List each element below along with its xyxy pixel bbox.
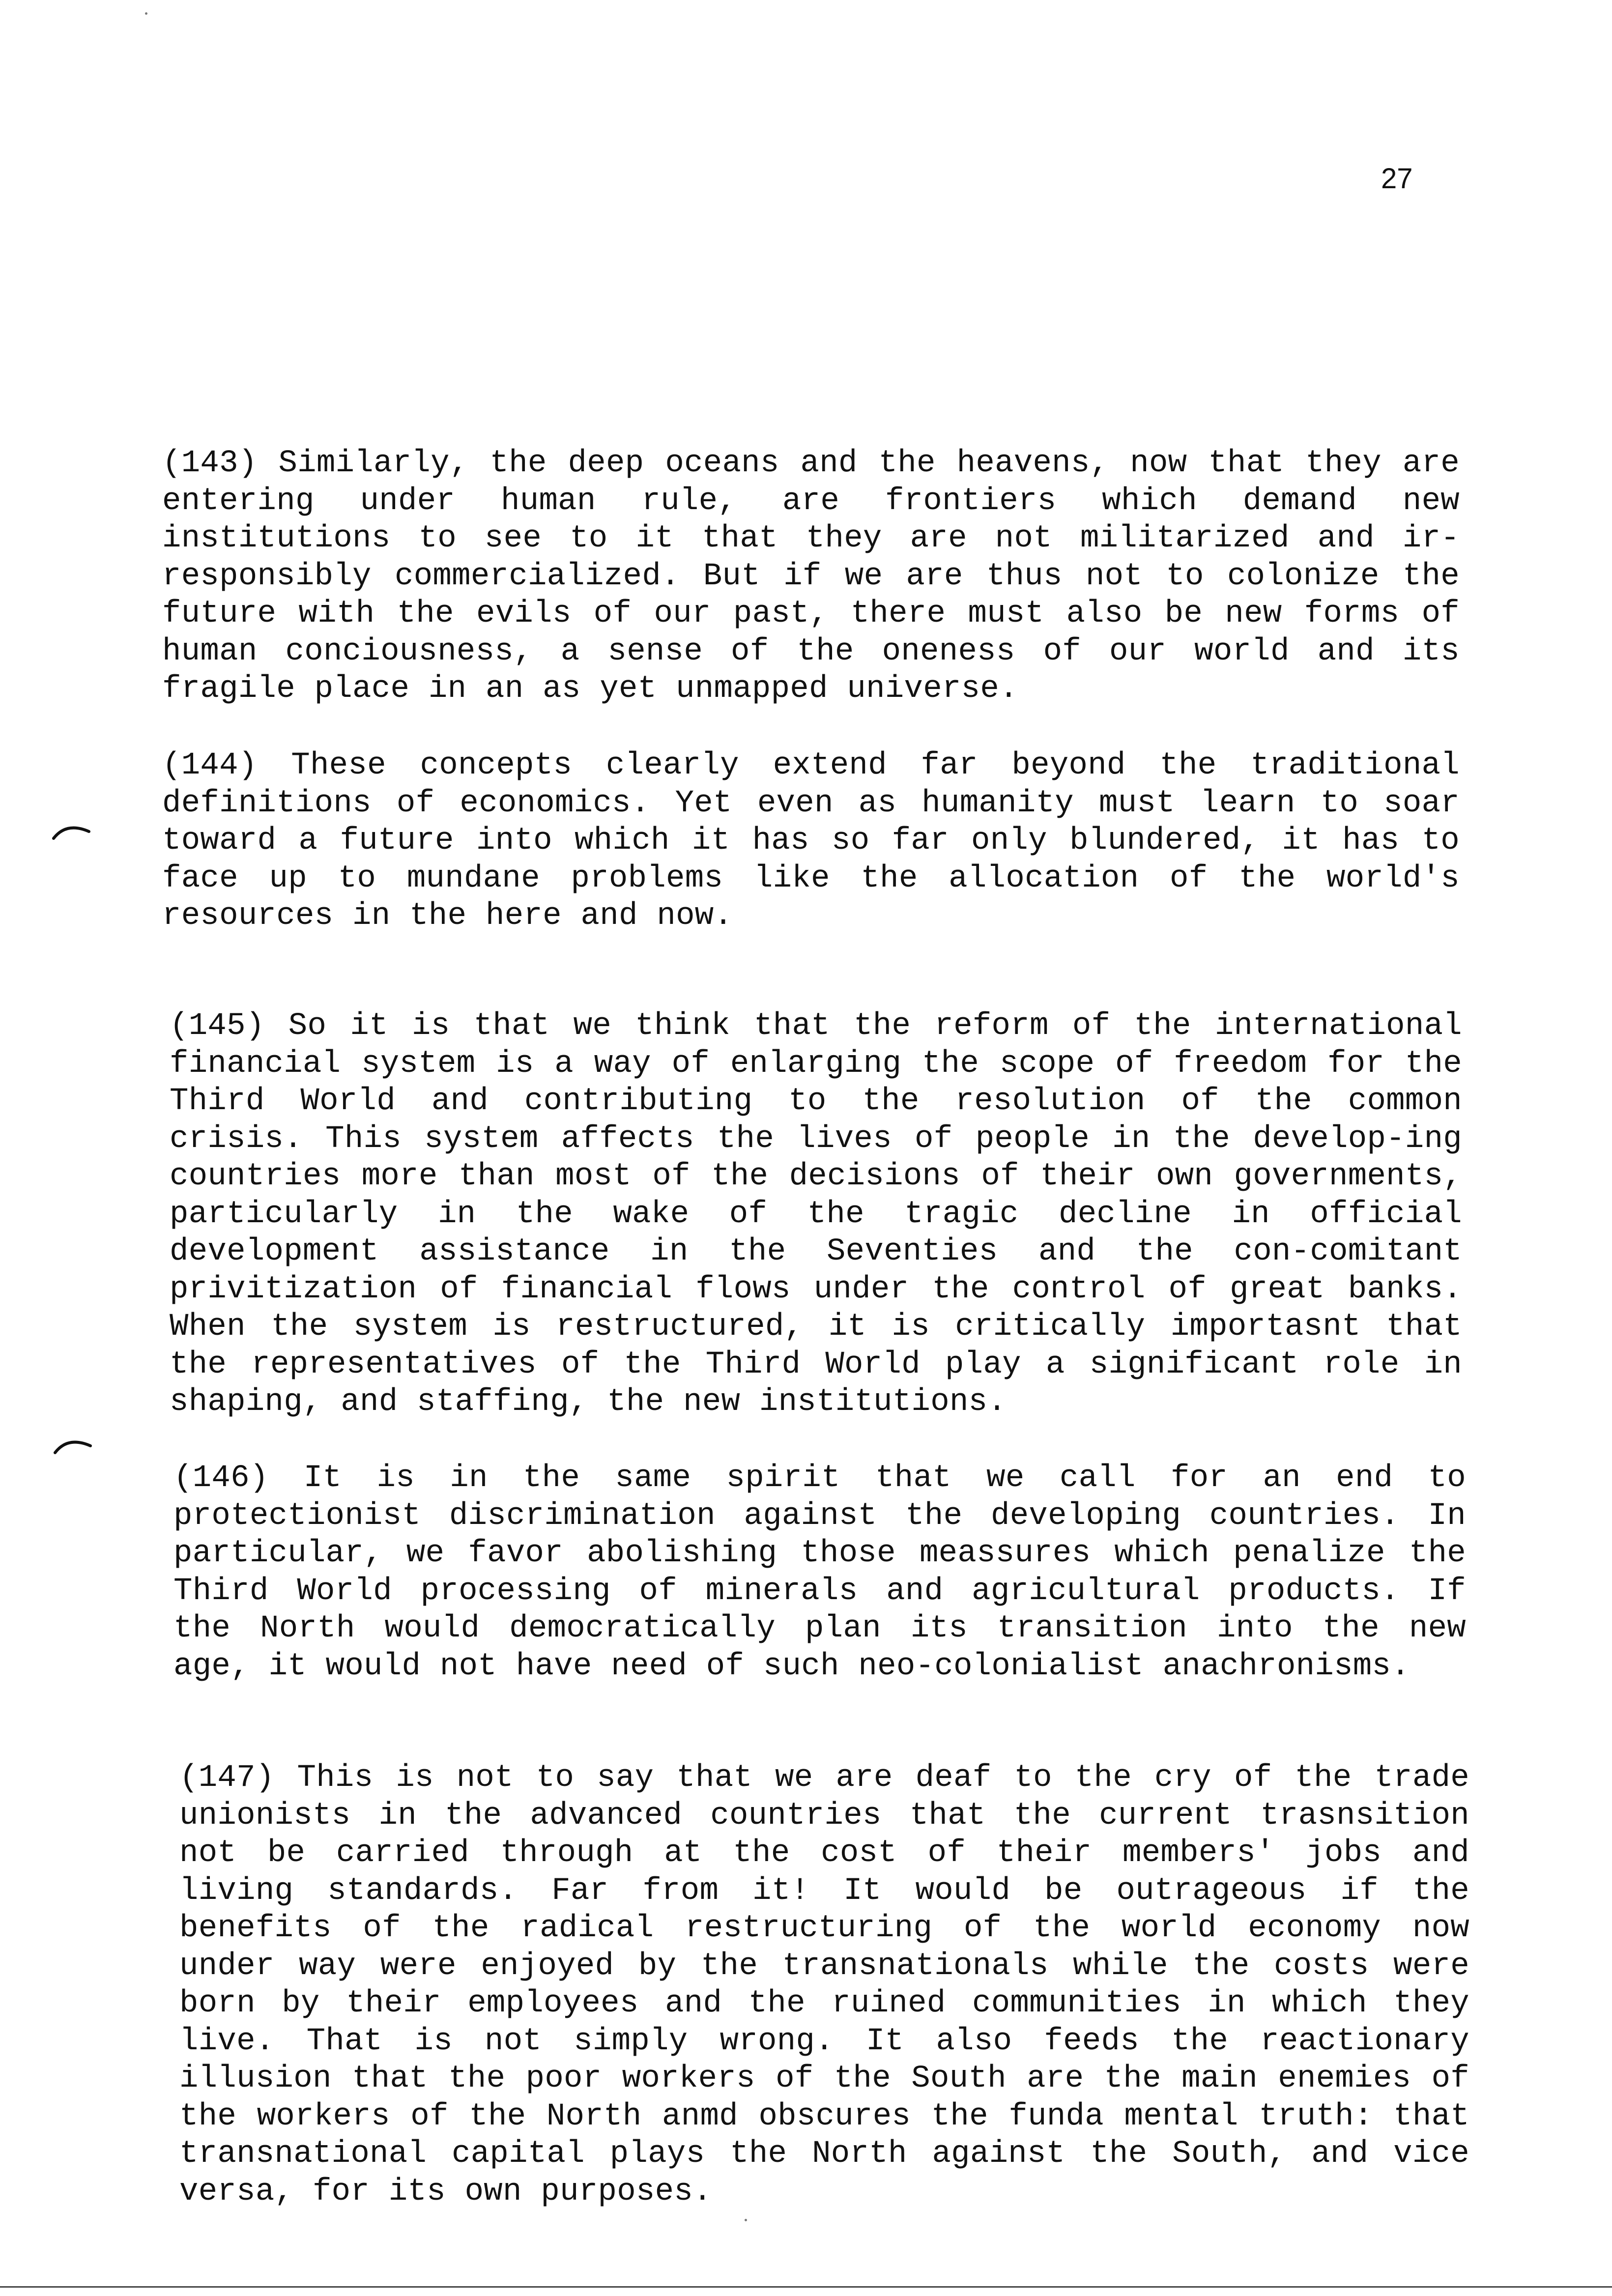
hole-punch-arc-icon (52, 821, 91, 840)
scan-speck (745, 2219, 747, 2221)
scan-speck (145, 12, 147, 15)
paragraph-144: (144) These concepts clearly extend far beyond the traditional definitions of economics. Yet even as humanity must learn to soar toward a future into which it has so far only blundered, it has to face up to mundane problems like the allocation of the world's resources in the here and now. (162, 748, 1460, 934)
paragraph-147: (147) This is not to say that we are deaf to the cry of the trade unionists in the advanced countries that the current trasnsition not be carried through at the cost of their members' jobs and living standards. Far from it! It would be outrageous if the benefits of the radical restructuring of the world economy now under way were enjoyed by the transnationals while the costs were born by their employees and the ruined communities in which they live. That is not simply wrong. It also feeds the reactionary illusion that the poor workers of the South are the main enemies of the workers of the North anmd obscures the funda mental truth: that transnational capital plays the North against the South, and vice versa, for its own purposes. (179, 1760, 1469, 2210)
paragraph-143: (143) Similarly, the deep oceans and the heavens, now that they are entering under human rule, are frontiers which demand new institutions to see to it that they are not militarized and ir-responsibly commercialized. But if we are thus not to colonize the future with the evils of our past, there must also be new forms of human conciousness, a sense of the oneness of our world and its fragile place in an as yet unmapped universe. (162, 446, 1460, 707)
hole-punch-arc-icon (53, 1435, 92, 1455)
paragraph-146: (146) It is in the same spirit that we call for an end to protectionist discrimination against the developing countries. In particular, we favor abolishing those meassures which penalize the Third World processing of minerals and agricultural products. If the North would democratically plan its transition into the new age, it would not have need of such neo-colonialist anachronisms. (173, 1461, 1466, 1684)
paragraph-145: (145) So it is that we think that the reform of the international financial system is a way of enlarging the scope of freedom for the Third World and contributing to the resolution of the common crisis. This system affects the lives of people in the develop-ing countries more than most of the decisions of their own governments, particularly in the wake of the tragic decline in official development assistance in the Seventies and the con-comitant privitization of financial flows under the control of great banks. When the system is restructured, it is critically importasnt that the representatives of the Third World play a significant role in shaping, and staffing, the new institutions. (170, 1008, 1462, 1420)
scan-bottom-edge (0, 2286, 1612, 2288)
page-number: 27 (1381, 163, 1413, 195)
